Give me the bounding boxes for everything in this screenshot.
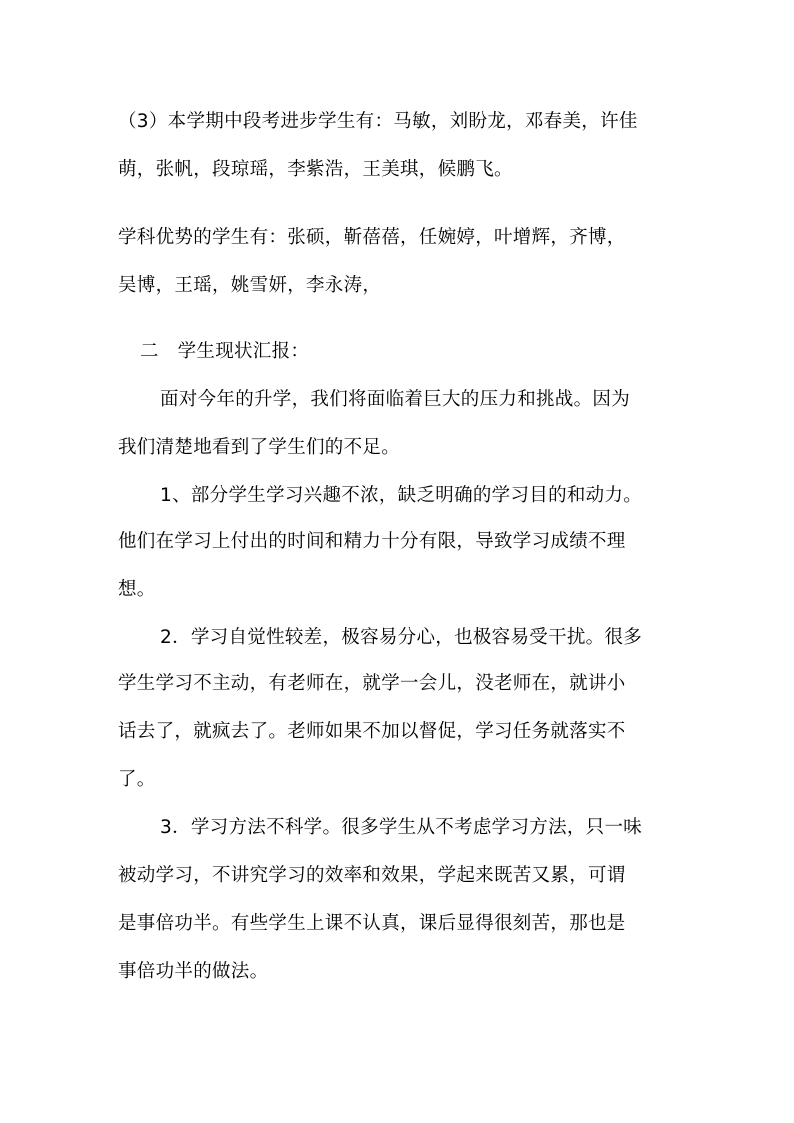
text-line-point3-1: 3．学习方法不科学。很多学生从不考虑学习方法，只一味 — [160, 817, 643, 838]
text-line-advantage-students-1: 学科优势的学生有：张硕，靳蓓蓓，任婉婷，叶增辉，齐博， — [118, 227, 626, 248]
text-line-point2-2: 学生学习不主动，有老师在，就学一会儿，没老师在，就讲小 — [118, 673, 626, 694]
section-heading-student-status: 二 学生现状汇报： — [140, 341, 310, 362]
text-line-point2-3: 话去了，就疯去了。老师如果不加以督促，学习任务就落实不 — [118, 721, 626, 742]
text-line-point1-3: 想。 — [118, 579, 156, 600]
text-line-point2-4: 了。 — [118, 769, 156, 790]
text-line-point3-4: 事倍功半的做法。 — [118, 961, 269, 982]
text-line-point1-1: 1、部分学生学习兴趣不浓，缺乏明确的学习目的和动力。 — [160, 485, 643, 506]
text-line-point2-1: 2．学习自觉性较差，极容易分心，也极容易受干扰。很多 — [160, 627, 643, 648]
text-line-point3-3: 是事倍功半。有些学生上课不认真，课后显得很刻苦，那也是 — [118, 913, 626, 934]
text-line-advantage-students-2: 吴博，王瑶，姚雪妍，李永涛， — [118, 275, 382, 296]
text-line-point1-2: 他们在学习上付出的时间和精力十分有限，导致学习成绩不理 — [118, 531, 626, 552]
text-line-progress-students-1: （3）本学期中段考进步学生有：马敏，刘盼龙，邓春美，许佳 — [118, 111, 638, 132]
text-line-point3-2: 被动学习，不讲究学习的效率和效果，学起来既苦又累，可谓 — [118, 865, 626, 886]
text-line-progress-students-2: 萌，张帆，段琼瑶，李紫浩，王美琪，候鹏飞。 — [118, 159, 513, 180]
text-line-intro-1: 面对今年的升学，我们将面临着巨大的压力和挑战。因为 — [160, 389, 631, 410]
text-line-intro-2: 我们清楚地看到了学生们的不足。 — [118, 437, 401, 458]
